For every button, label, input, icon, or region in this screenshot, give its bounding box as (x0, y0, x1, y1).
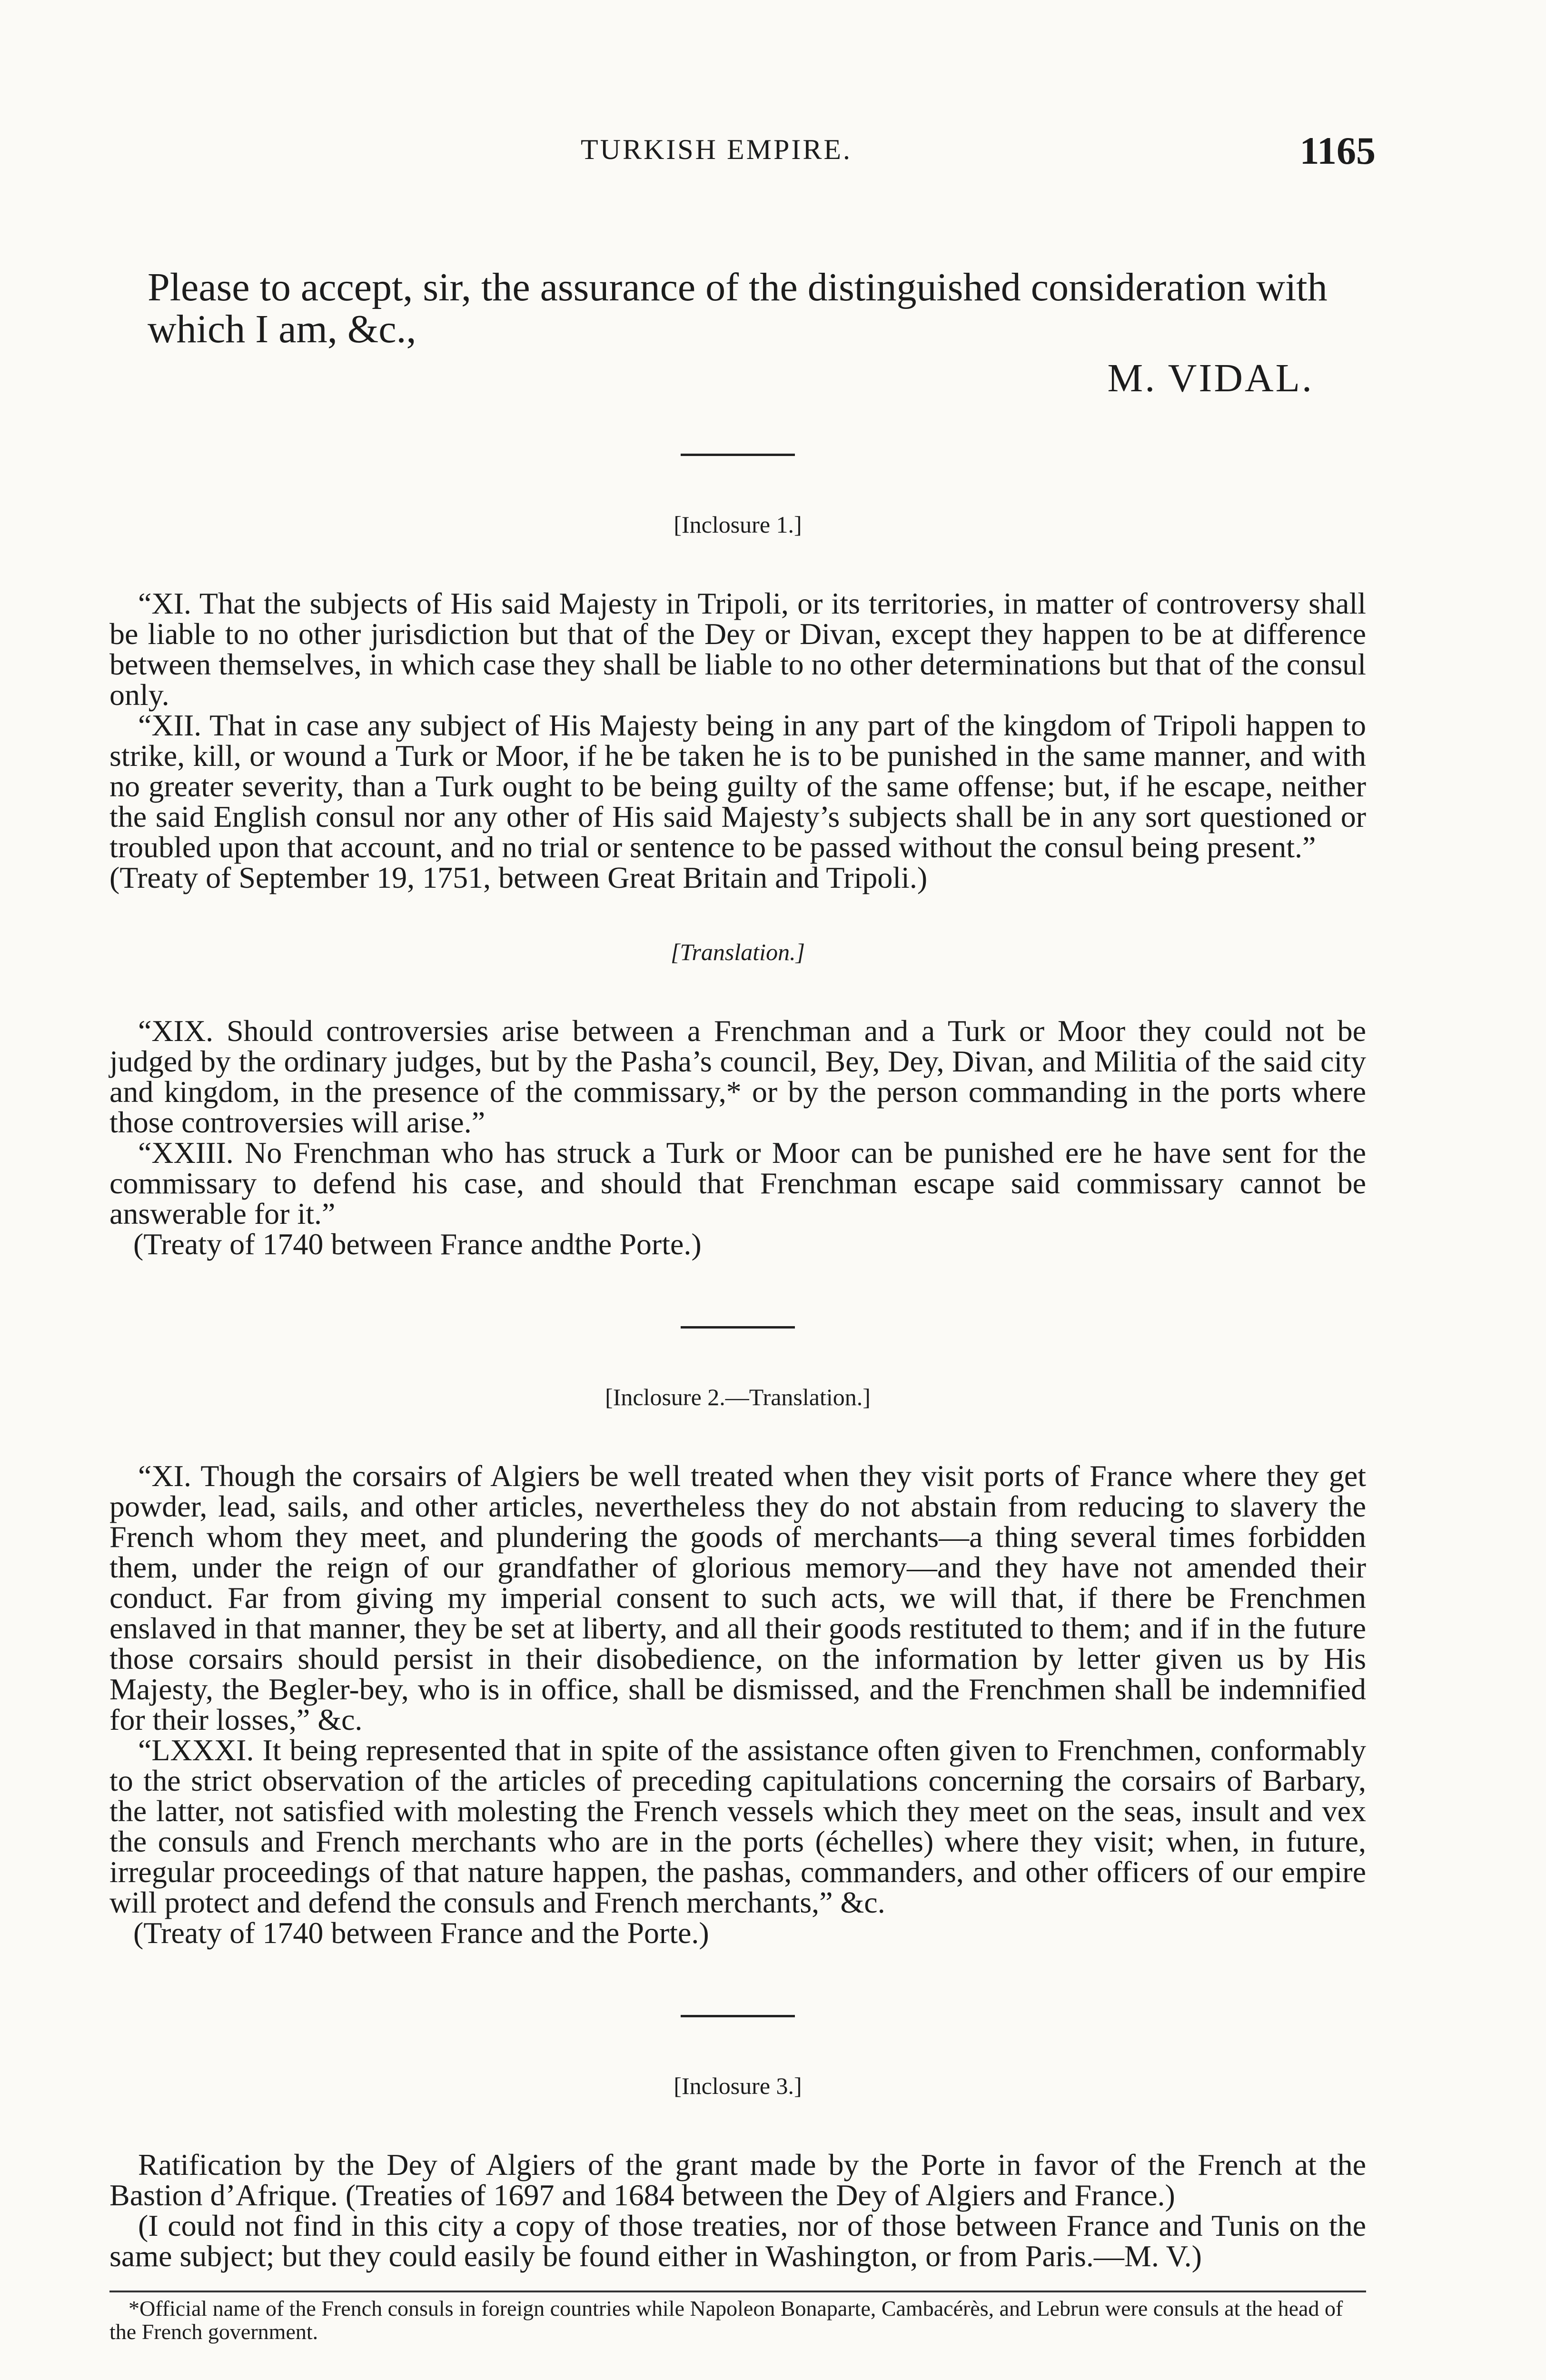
page-number: 1165 (1299, 129, 1376, 172)
closing-sentence: Please to accept, sir, the assurance of the distinguished consideration with which I am, &c., (148, 265, 1328, 352)
signature: M. VIDAL. (1107, 356, 1314, 401)
ratification-paragraph: Ratification by the Dey of Algiers of the grant made by the Porte in favor of the French at the Bastion d’Afrique. (Treaties of 1697 and 1684 between the Dey of Algiers and France.) (109, 2148, 1366, 2212)
article-xix: “XIX. Should controversies arise between a Frenchman and a Turk or Moor they could not be judged by the ordinary judges, but by the Pasha’s council, Bey, Dey, Divan, and Militia of the said city and kingdom, in the presence of the commissary,* or by the person commanding in the ports where those controversies will arise.” (109, 1014, 1366, 1140)
footnote-divider (109, 2291, 1366, 2292)
inclosure-2-body (109, 1461, 1366, 1948)
page-header (109, 129, 1376, 186)
article-lxxxi: “LXXXI. It being represented that in spite of the assistance often given to Frenchmen, conformably to the strict observation of the articles of preceding capitulations concerning the corsairs of Barbary, the latter, not satisfied with molesting the French vessels which they meet on the seas, insult and vex the consuls and French merchants who are in the ports (échelles) where they visit; when, in future, irregular proceedings of that nature happen, the pashas, commanders, and other officers of our empire will protect and defend the consuls and French merchants,” &c. (109, 1733, 1366, 1920)
translation-body (109, 1016, 1366, 1259)
document-page (109, 129, 1376, 2344)
inclosure-2-heading: [Inclosure 2.—Translation.] (605, 1384, 871, 1411)
article-xxiii: “XXIII. No Frenchman who has struck a Turk or Moor can be punished ere he have sent for the commissary to defend his case, and should that Frenchman escape said commissary cannot be answerable for it.” (109, 1136, 1366, 1231)
france-porte-citation-1: (Treaty of 1740 between France andthe Porte.) (133, 1227, 702, 1261)
footnote: *Official name of the French consuls in foreign countries while Napoleon Bonaparte, Cambacérès, and Lebrun were consuls at the head of the French government. (109, 2296, 1343, 2344)
running-head: TURKISH EMPIRE. (581, 134, 852, 165)
inclosure-1-body (109, 588, 1366, 893)
article-xi-tripoli: “XI. That the subjects of His said Majesty in Tripoli, or its territories, in matter of controversy shall be liable to no other jurisdiction but that of the Dey or Divan, except they happen to be at difference between themselves, in which case they shall be liable to no other determinations but that of the consul only. (109, 586, 1366, 712)
article-xi-algiers: “XI. Though the corsairs of Algiers be well treated when they visit ports of France where they get powder, lead, sails, and other articles, nevertheless they do not abstain from reducing to slavery the French whom they meet, and plundering the goods of merchants—a thing several times forbidden them, under the reign of our grandfather of glorious memory—and they have not amended their conduct. Far from giving my imperial consent to such acts, we will that, if there be Frenchmen enslaved in that manner, they be set at liberty, and all their goods restituted to them; and if in the future those corsairs should persist in their disobedience, on the information by letter given us by His Majesty, the Begler-bey, who is in office, shall be dismissed, and the Frenchmen shall be indemnified for their losses,” &c. (109, 1459, 1366, 1737)
inclosure-1-heading: [Inclosure 1.] (674, 511, 802, 538)
section-divider (681, 2015, 795, 2017)
translator-note: (I could not find in this city a copy of those treaties, nor of those between France and Tunis on the same subject; but they could easily be found either in Washington, or from Paris.—M. V.) (109, 2209, 1366, 2273)
france-porte-citation-2: (Treaty of 1740 between France and the Porte.) (133, 1916, 709, 1950)
inclosure-3-heading: [Inclosure 3.] (674, 2073, 802, 2100)
section-divider (681, 454, 795, 456)
translation-heading: [Translation.] (670, 939, 805, 966)
article-xii-tripoli: “XII. That in case any subject of His Majesty being in any part of the kingdom of Tripoli happen to strike, kill, or wound a Turk or Moor, if he be taken he is to be punished in the same manner, and with no greater severity, than a Turk ought to be being guilty of the same offense; but, if he escape, neither the said English consul nor any other of His said Majesty’s subjects shall be in any sort questioned or troubled upon that account, and no trial or sentence to be passed without the consul being present.” (109, 708, 1366, 864)
section-divider (681, 1326, 795, 1329)
inclosure-3-body (109, 2150, 1366, 2271)
tripoli-treaty-citation: (Treaty of September 19, 1751, between Great Britain and Tripoli.) (109, 861, 928, 895)
